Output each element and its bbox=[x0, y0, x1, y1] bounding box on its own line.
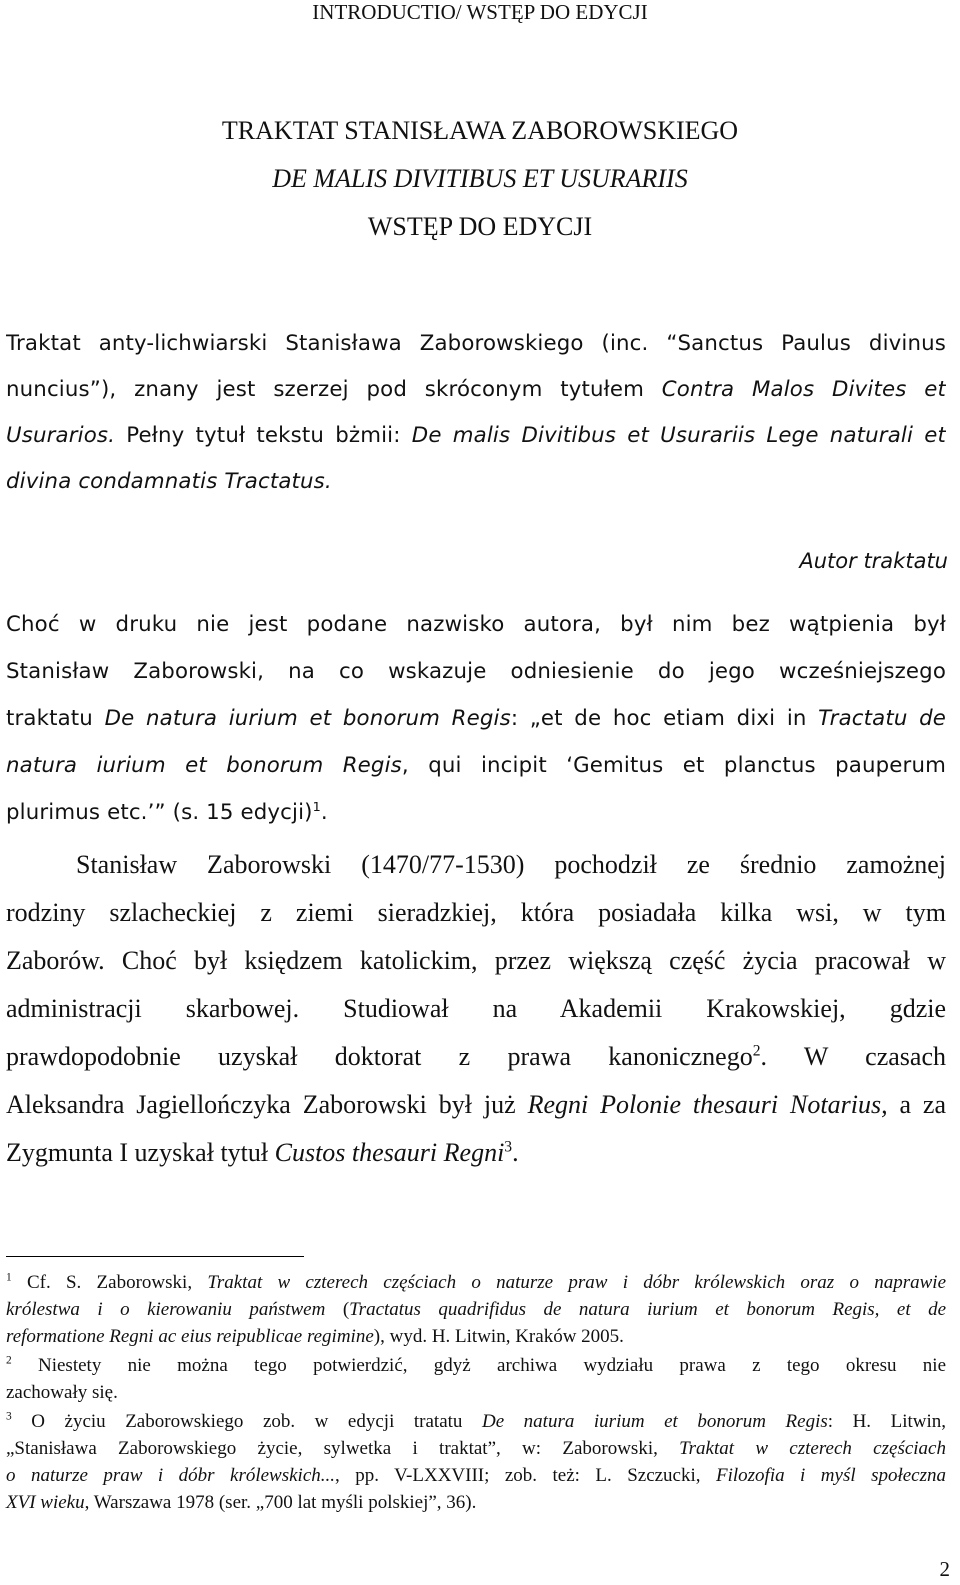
title-line-2: DE MALIS DIVITIBUS ET USURARIIS bbox=[272, 164, 688, 193]
footnote-3-line-4: XVI wieku, Warszawa 1978 (ser. „700 lat myśli polskiej”, 36). bbox=[6, 1492, 477, 1513]
para2-line-7: Zygmunta I uzyskał tytuł Custos thesauri Regni$^3$. bbox=[6, 1138, 519, 1167]
para1-line-5: plurimus etc.’” (s. 15 edycji)$^1$. bbox=[6, 799, 328, 825]
footnote-2-line-1: $^2$ Niestety nie można tego potwierdzić, gdyż archiwa wydziału prawa z tego okresu nie bbox=[6, 1355, 946, 1376]
section-heading: Autor traktatu bbox=[799, 549, 948, 573]
intro-line-3: Usurarios. Pełny tytuł tekstu bżmii: De malis Divitibus et Usurariis Lege naturali et bbox=[6, 423, 946, 448]
footnote-3-line-3: o naturze praw i dóbr królewskich..., pp. V-LXXVIII; zob. też: L. Szczucki, Filozofia i myśl społeczna bbox=[6, 1465, 946, 1486]
title-line-1: TRAKTAT STANISŁAWA ZABOROWSKIEGO bbox=[221, 116, 739, 145]
footnote-1-line-3: reformatione Regni ac eius reipublicae regimine), wyd. H. Litwin, Kraków 2005. bbox=[6, 1326, 624, 1347]
para1-line-2: Stanisław Zaborowski, na co wskazuje odniesienie do jego wcześniejszego bbox=[6, 659, 946, 684]
footnote-3-line-2: „Stanisława Zaborowskiego życie, sylwetka i traktat”, w: Zaborowski, Traktat w czterech częściach bbox=[6, 1438, 946, 1459]
para2-line-6: Aleksandra Jagiellończyka Zaborowski był już Regni Polonie thesauri Notarius, a za bbox=[6, 1090, 946, 1119]
title-line-3: WSTĘP DO EDYCJI bbox=[367, 212, 593, 241]
para1-line-1: Choć w druku nie jest podane nazwisko autora, był nim bez wątpienia był bbox=[6, 612, 946, 637]
footnote-separator bbox=[6, 1256, 304, 1257]
para1-line-4: natura iurium et bonorum Regis, qui incipit ‘Gemitus et planctus pauperum bbox=[6, 753, 946, 778]
intro-line-4: divina condamnatis Tractatus. bbox=[6, 469, 332, 494]
para2-line-1: Stanisław Zaborowski (1470/77-1530) pochodził ze średnio zamożnej bbox=[76, 850, 946, 879]
intro-line-2: nuncius”), znany jest szerzej pod skróconym tytułem Contra Malos Divites et bbox=[6, 377, 946, 402]
footnote-1-line-2: królestwa i o kierowaniu państwem (Tractatus quadrifidus de natura iurium et bonorum Regis, et de bbox=[6, 1299, 946, 1320]
page-number: 2 bbox=[939, 1557, 950, 1581]
para2-line-2: rodziny szlacheckiej z ziemi sieradzkiej, która posiadała kilka wsi, w tym bbox=[6, 898, 946, 927]
footnote-3-line-1: $^3$ O życiu Zaborowskiego zob. w edycji tratatu De natura iurium et bonorum Regis: H. Litwin, bbox=[6, 1411, 946, 1432]
footnote-1-line-1: $^1$ Cf. S. Zaborowski, Traktat w czterech częściach o naturze praw i dóbr królewskich oraz o naprawie bbox=[6, 1272, 946, 1293]
running-header: INTRODUCTIO/ WSTĘP DO EDYCJI bbox=[312, 0, 648, 24]
para2-line-5: prawdopodobnie uzyskał doktorat z prawa kanonicznego$^2$. W czasach bbox=[6, 1042, 946, 1071]
footnote-2-line-2: zachowały się. bbox=[6, 1382, 118, 1403]
intro-line-1: Traktat anty-lichwiarski Stanisława Zaborowskiego (inc. “Sanctus Paulus divinus bbox=[6, 331, 946, 356]
para2-line-4: administracji skarbowej. Studiował na Akademii Krakowskiej, gdzie bbox=[6, 994, 946, 1023]
para1-line-3: traktatu De natura iurium et bonorum Regis: „et de hoc etiam dixi in Tractatu de bbox=[6, 706, 946, 731]
para2-line-3: Zaborów. Choć był księdzem katolickim, przez większą część życia pracował w bbox=[6, 946, 946, 975]
